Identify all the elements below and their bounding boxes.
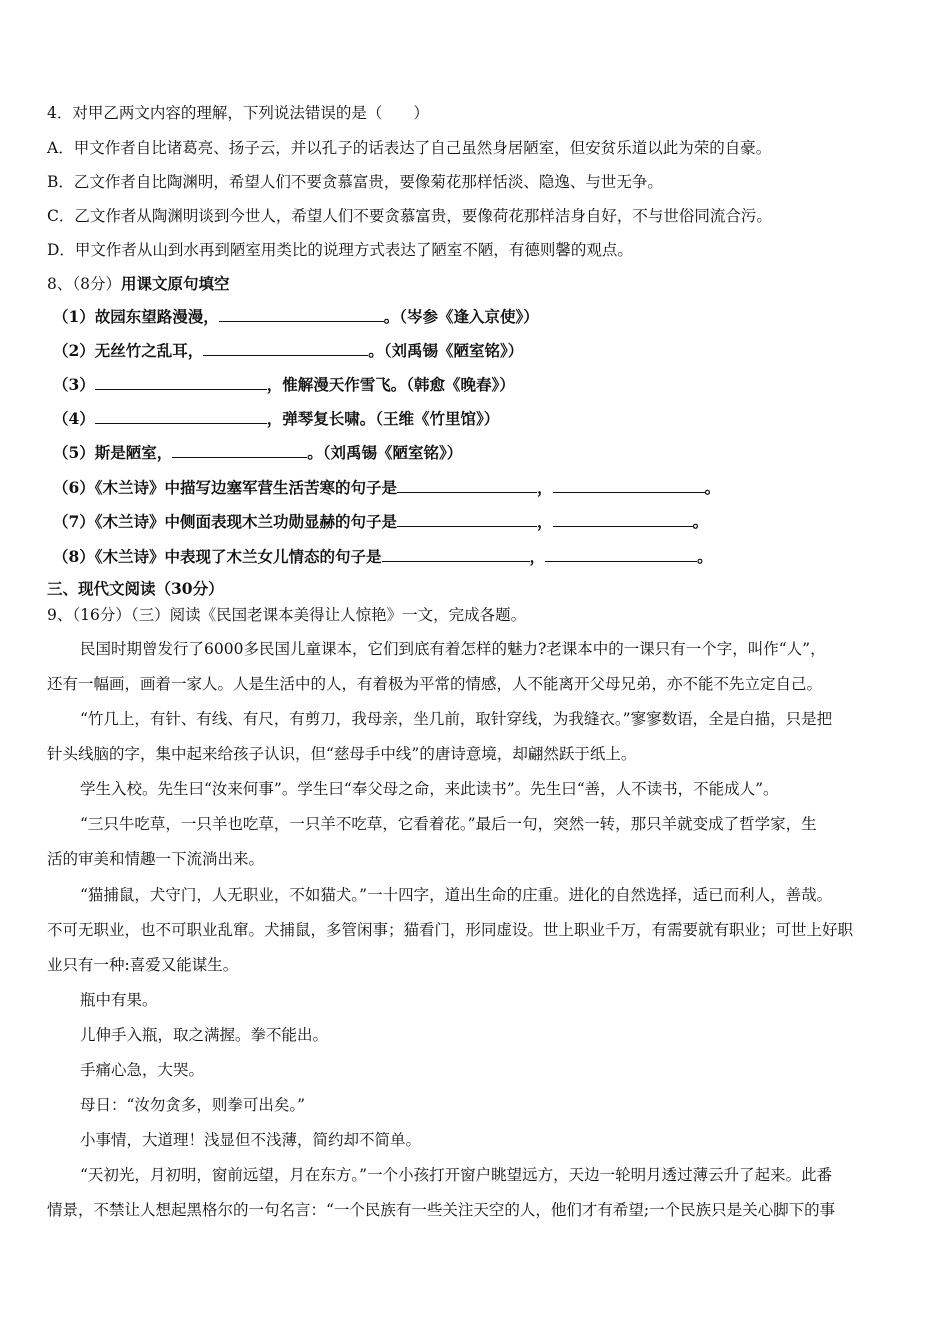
passage-line: “猫捕鼠，犬守门，人无职业，不如猫犬。”一十四字，道出生命的庄重。进化的自然选择，适已而利人，善哉。 [80, 886, 833, 904]
passage-line: “天初光，月初明，窗前远望，月在东方。”一个小孩打开窗户眺望远方，天边一轮明月透过薄云升了起来。此番 [80, 1166, 833, 1184]
q8-prefix: 8、（8分） [47, 275, 121, 293]
passage-line: “三只牛吃草，一只羊也吃草，一只羊不吃草，它看着花。”最后一句，突然一转，那只羊就变成了哲学家，生 [80, 815, 817, 833]
answer-blank[interactable] [545, 546, 697, 562]
q4-stem: 4．对甲乙两文内容的理解，下列说法错误的是（ ） [47, 104, 429, 122]
q4-option-d: D．甲文作者从山到水再到陋室用类比的说理方式表达了陋室不陋，有德则馨的观点。 [47, 241, 633, 259]
passage-line: 不可无职业，也不可职业乱窜。犬捕鼠，多管闲事；猫看门，形同虚设。世上职业千万，有需要就有职业；可世上好职 [47, 921, 854, 939]
answer-blank[interactable] [382, 546, 530, 562]
q9-stem: 9、（16分）（三）阅读《民国老课本美得让人惊艳》一文，完成各题。 [47, 606, 527, 624]
answer-blank[interactable] [553, 511, 693, 527]
fill-item-2: （2）无丝竹之乱耳， 。（刘禹锡《陋室铭》） [53, 341, 524, 360]
answer-blank[interactable] [397, 477, 537, 493]
passage-line: 针头线脑的字，集中起来给孩子认识，但“慈母手中线”的唐诗意境，却翩然跃于纸上。 [47, 745, 637, 763]
passage-line: 瓶中有果。 [80, 991, 158, 1009]
answer-blank[interactable] [203, 340, 368, 356]
fill-item-6: （6）《木兰诗》中描写边塞军营生活苦寒的句子是 ， 。 [53, 478, 721, 497]
section-heading: 三、现代文阅读（30分） [47, 579, 224, 598]
passage-line: 还有一幅画，画着一家人。人是生活中的人，有着极为平常的情感，人不能离开父母兄弟，亦不能不先立定自己。 [47, 675, 823, 693]
passage-line: 儿伸手入瓶，取之满握。拳不能出。 [80, 1026, 329, 1044]
answer-blank[interactable] [95, 408, 267, 424]
passage-line: 情景，不禁让人想起黑格尔的一句名言：“一个民族有一些关注天空的人，他们才有希望;一个民族只是关心脚下的事 [47, 1201, 836, 1219]
q4-option-b: B．乙文作者自比陶渊明，希望人们不要贪慕富贵，要像菊花那样恬淡、隐逸、与世无争。 [47, 173, 663, 191]
fill-item-5: （5）斯是陋室， 。（刘禹锡《陋室铭》） [53, 443, 463, 462]
answer-blank[interactable] [172, 442, 307, 458]
answer-blank[interactable] [219, 306, 384, 322]
q8-heading [47, 273, 230, 295]
fill-item-4: （4） ，弹琴复长啸。（王维《竹里馆》） [53, 409, 500, 428]
passage-line: 民国时期曾发行了6000多民国儿童课本，它们到底有着怎样的魅力?老课本中的一课只有一个字，叫作“人”， [80, 640, 826, 658]
q4-option-a: A．甲文作者自比诸葛亮、扬子云，并以孔子的话表达了自己虽然身居陋室，但安贫乐道以此为荣的自豪。 [47, 139, 772, 157]
passage-line: 母日：“汝勿贪多，则拳可出矣。” [80, 1096, 306, 1114]
passage-line: 活的审美和情趣一下流淌出来。 [47, 850, 265, 868]
fill-item-3: （3） ，惟解漫天作雪飞。（韩愈《晚春》） [53, 375, 515, 394]
fill-item-8: （8）《木兰诗》中表现了木兰女儿情态的句子是 ， 。 [53, 547, 713, 566]
answer-blank[interactable] [95, 374, 267, 390]
passage-line: 学生入校。先生曰“汝来何事”。学生曰“奉父母之命，来此读书”。先生曰“善，人不读书，不能成人”。 [80, 780, 779, 798]
passage-line: “竹几上，有针、有线、有尺，有剪刀，我母亲，坐几前，取针穿线，为我缝衣。”寥寥数语，全是白描，只是把 [80, 710, 833, 728]
fill-item-7: （7）《木兰诗》中侧面表现木兰功勋显赫的句子是 ， 。 [53, 512, 709, 531]
answer-blank[interactable] [397, 511, 537, 527]
answer-blank[interactable] [553, 477, 705, 493]
fill-item-1: （1）故园东望路漫漫， 。（岑参《逢入京使》） [53, 307, 539, 326]
passage-line: 小事情，大道理！浅显但不浅薄，简约却不简单。 [80, 1131, 422, 1149]
passage-line: 业只有一种:喜爱又能谋生。 [47, 956, 239, 974]
q8-title: 用课文原句填空 [120, 274, 230, 293]
passage-line: 手痛心急，大哭。 [80, 1061, 205, 1079]
q4-option-c: C．乙文作者从陶渊明谈到今世人，希望人们不要贪慕富贵，要像荷花那样洁身自好，不与世俗同流合污。 [47, 207, 772, 225]
